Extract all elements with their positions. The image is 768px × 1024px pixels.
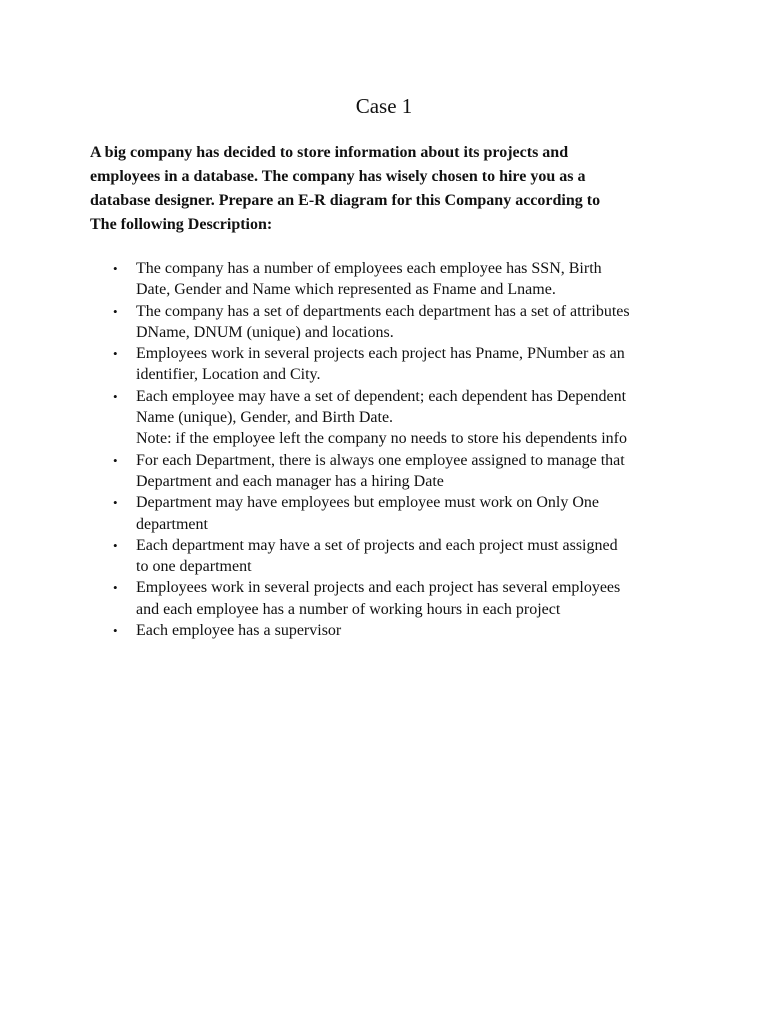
bullet-icon: • xyxy=(113,580,118,596)
list-item-line: The company has a number of employees each employee has SSN, Birth xyxy=(136,260,602,277)
list-item-line: to one department xyxy=(136,558,252,576)
bullet-icon: • xyxy=(113,261,118,276)
list-item-note: Note: if the employee left the company no needs to store his dependents info xyxy=(136,430,627,448)
list-item xyxy=(113,386,703,450)
list-item-line: Each employee has a supervisor xyxy=(136,622,342,640)
list-item-line: Employees work in several projects each project has Pname, PNumber as an xyxy=(136,345,625,363)
bullet-icon: • xyxy=(113,388,118,404)
bullet-icon: • xyxy=(113,346,118,362)
intro-paragraph xyxy=(90,141,670,237)
intro-line: A big company has decided to store information about its projects and xyxy=(90,144,569,161)
list-item xyxy=(113,343,703,386)
list-item xyxy=(113,492,703,535)
list-item-line: For each Department, there is always one employee assigned to manage that xyxy=(136,451,625,469)
list-item-line: Name (unique), Gender, and Birth Date. xyxy=(136,409,394,427)
description-list xyxy=(113,258,703,641)
list-item-line: DName, DNUM (unique) and locations. xyxy=(136,323,394,341)
bullet-icon: • xyxy=(113,452,118,468)
list-item-line: The company has a set of departments each department has a set of attributes xyxy=(136,302,630,320)
list-item xyxy=(113,450,703,493)
list-item-line: Department and each manager has a hiring Date xyxy=(136,472,444,490)
intro-line: database designer. Prepare an E-R diagram for this Company according to xyxy=(90,192,601,209)
bullet-icon: • xyxy=(113,623,118,639)
list-item xyxy=(113,535,703,578)
list-item-line: Date, Gender and Name which represented as Fname and Lname. xyxy=(136,281,556,299)
bullet-icon: • xyxy=(113,537,118,553)
list-item-line: identifier, Location and City. xyxy=(136,366,321,384)
bullet-icon: • xyxy=(113,303,118,319)
page-title: Case 1 xyxy=(355,94,413,118)
intro-line: employees in a database. The company has wisely chosen to hire you as a xyxy=(90,168,586,185)
list-item xyxy=(113,301,703,344)
list-item-line: Employees work in several projects and each project has several employees xyxy=(136,579,621,597)
list-item xyxy=(113,258,703,301)
list-item-line: Each employee may have a set of dependent; each dependent has Dependent xyxy=(136,387,627,405)
list-item-line: Each department may have a set of projects and each project must assigned xyxy=(136,536,618,554)
list-item xyxy=(113,577,703,620)
bullet-icon: • xyxy=(113,495,118,511)
list-item-line: and each employee has a number of working hours in each project xyxy=(136,600,561,618)
intro-line: The following Description: xyxy=(90,216,273,233)
list-item-line: department xyxy=(136,515,208,533)
list-item xyxy=(113,620,703,641)
list-item-line: Department may have employees but employee must work on Only One xyxy=(136,494,599,512)
